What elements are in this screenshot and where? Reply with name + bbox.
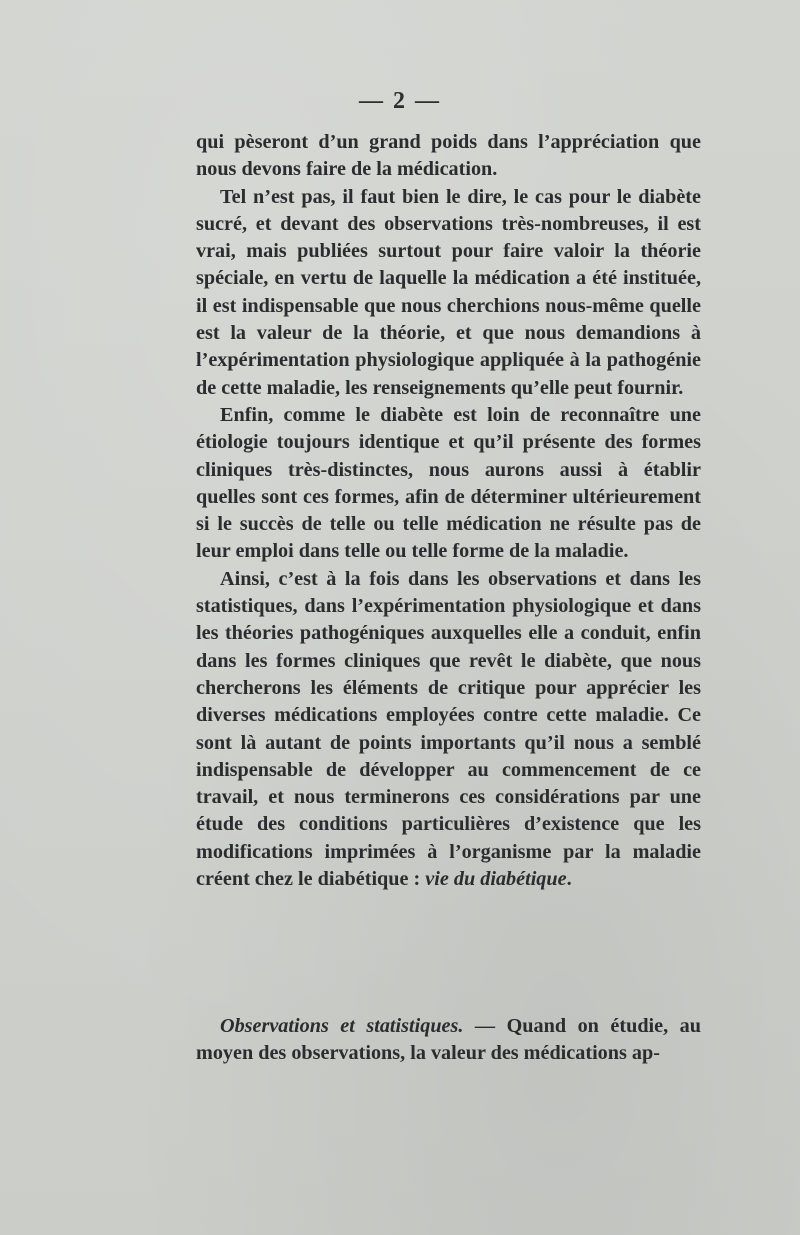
paragraph-4-text: Ainsi, c’est à la fois dans les observations et dans les statistiques, dans l’expérimentation physiologique et dans les théories pathogéniques auxquelles elle a conduit, enfin dans les formes cliniques que revêt le diabète, que nous chercherons les éléments de critique pour apprécier les diverses médications employées contre cette maladie. Ce sont là autant de points importants qu’il nous a semblé indispensable de développer au commencement de ce travail, et nous terminerons ces considérations par une étude des conditions particulières d’existence que les modifications imprimées à l’organisme par la maladie créent chez le diabétique :	[196, 567, 701, 891]
section-paragraph	[196, 1013, 701, 1068]
body-text	[196, 129, 701, 893]
page-number: — 2 —	[359, 88, 441, 114]
section-text: — Quand on étudie, au moyen des observations, la valeur des médications ap-	[196, 1015, 701, 1065]
paragraph-2: Tel n’est pas, il faut bien le dire, le cas pour le diabète sucré, et devant des observations très-nombreuses, il est vrai, mais publiées surtout pour faire valoir la théorie spéciale, en vertu de laquelle la médication a été instituée, il est indispensable que nous cherchions nous-même quelle est la valeur de la théorie, et que nous demandions à l’expérimentation physiologique appliquée à la pathogénie de cette maladie, les renseignements qu’elle peut fournir.	[196, 185, 701, 399]
paragraph-4	[196, 566, 701, 894]
section-observations	[196, 1013, 701, 1068]
paragraph-4-italic: vie du diabétique	[425, 868, 567, 891]
paragraph-4-end: .	[566, 868, 572, 891]
section-heading: Observations et statistiques.	[220, 1015, 464, 1037]
paragraph-3: Enfin, comme le diabète est loin de reconnaître une étiologie toujours identique et qu’il présente des formes cliniques très-distinctes, nous aurons aussi à établir quelles sont ces formes, afin de déterminer ultérieurement si le succès de telle ou telle médication ne résulte pas de leur emploi dans telle ou telle forme de la maladie.	[196, 403, 701, 563]
paragraph-1: qui pèseront d’un grand poids dans l’appréciation que nous devons faire de la médication.	[196, 131, 701, 181]
